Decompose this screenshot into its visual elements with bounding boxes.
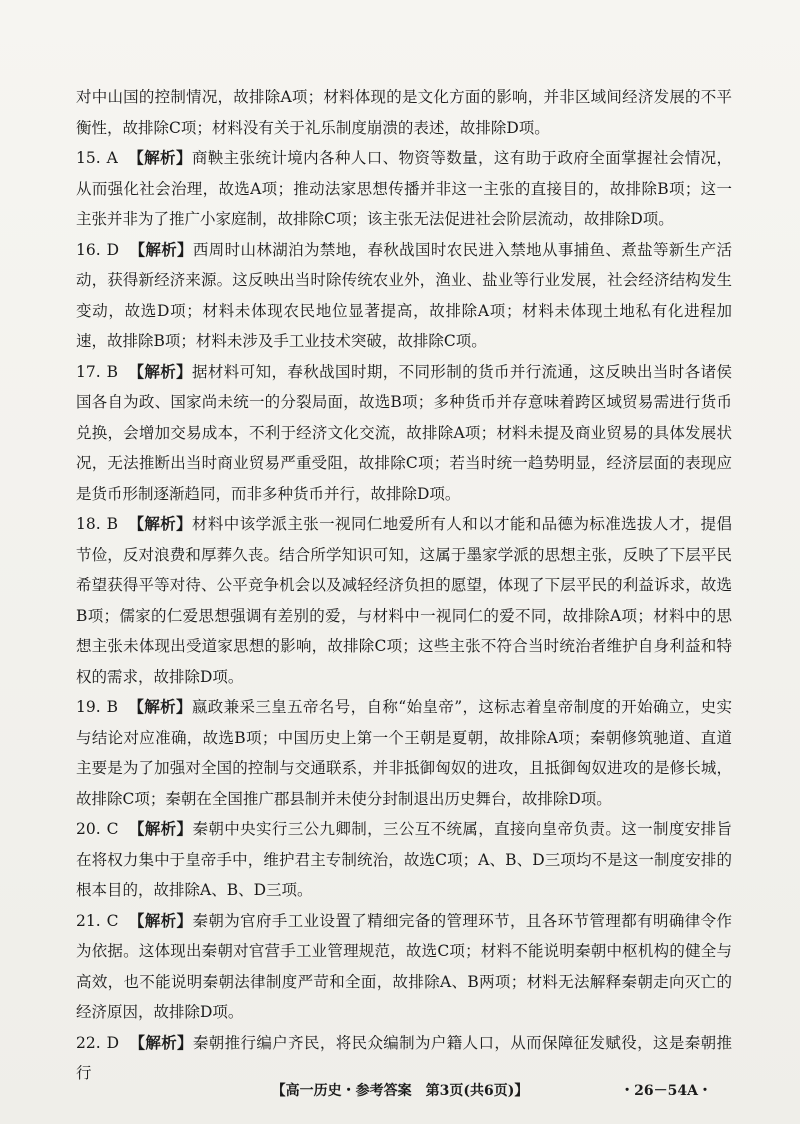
answer-letter: B	[106, 362, 119, 381]
answer-letter: C	[106, 820, 119, 838]
question-number: 19.	[76, 698, 101, 716]
answer-letter: D	[106, 1033, 120, 1052]
question-number: 16.	[76, 240, 101, 259]
answer-letter: B	[106, 698, 119, 716]
analysis-tag: 【解析】	[128, 697, 192, 716]
analysis-text: 秦朝为官府手工业设置了精细完备的管理环节，且各环节管理都有明确律令作为依据。这体现出秦朝对官营手工业管理规范，故选C项；材料不能说明秦朝中枢机构的健全与高效，也不能说明秦朝法律制度严苛和全面，故排除A、B两项；材料无法解释秦朝走向灭亡的经济原因，故排除D项。	[76, 911, 732, 1021]
answer-content	[76, 82, 732, 1089]
answer-item	[76, 509, 732, 692]
analysis-text: 商鞅主张统计境内各种人口、物资等数量，这有助于政府全面掌握社会情况，从而强化社会治理，故选A项；推动法家思想传播并非这一主张的直接目的，故排除B项；这一主张并非为了推广小家庭制，故排除C项；该主张无法促进社会阶层流动，故排除D项。	[76, 149, 732, 228]
answer-letter: C	[106, 911, 119, 930]
analysis-tag: 【解析】	[128, 819, 193, 838]
answer-item	[76, 692, 732, 814]
question-number: 21.	[76, 911, 101, 930]
analysis-text: 据材料可知，春秋战国时期，不同形制的货币并行流通，这反映出当时各诸侯国各自为政、国家尚未统一的分裂局面，故选B项；多种货币并存意味着跨区域贸易需进行货币兑换，会增加交易成本，不利于经济文化交流，故排除A项；材料未提及商业贸易的具体发展状况，无法推断出当时商业贸易严重受阻，故排除C项；若当时统一趋势明显，经济层面的表现应是货币形制逐渐趋同，而非多种货币并行，故排除D项。	[76, 362, 732, 503]
analysis-tag: 【解析】	[127, 148, 192, 167]
answer-item	[76, 814, 732, 906]
answer-letter: A	[106, 149, 118, 167]
footer-title: 【高一历史・参考答案 第3页(共6页)】	[271, 1083, 529, 1099]
question-number: 20.	[76, 820, 101, 838]
analysis-text: 秦朝推行编户齐民，将民众编制为户籍人口，从而保障征发赋役，这是秦朝推行	[76, 1033, 732, 1082]
analysis-tag: 【解析】	[128, 514, 193, 533]
answer-item	[76, 357, 732, 510]
analysis-text: 嬴政兼采三皇五帝名号，自称“始皇帝”，这标志着皇帝制度的开始确立，史实与结论对应准确，故选B项；中国历史上第一个王朝是夏朝，故排除A项；秦朝修筑驰道、直道主要是为了加强对全国的控制与交通联系，并非抵御匈奴的进攻，且抵御匈奴进攻的是修长城，故排除C项；秦朝在全国推广郡县制并未使分封制退出历史舞台，故排除D项。	[76, 698, 732, 808]
answer-item	[76, 143, 732, 235]
question-number: 15.	[76, 149, 101, 167]
answer-letter: B	[106, 515, 119, 533]
analysis-tag: 【解析】	[129, 239, 193, 259]
answer-item	[76, 235, 732, 357]
analysis-text: 秦朝中央实行三公九卿制，三公互不统属，直接向皇帝负责。这一制度安排旨在将权力集中于皇帝手中，维护君主专制统治，故选C项；A、B、D三项均不是这一制度安排的根本目的，故排除A、B、D三项。	[76, 820, 732, 899]
analysis-tag: 【解析】	[129, 1032, 193, 1052]
question-number: 22.	[76, 1033, 101, 1052]
question-number: 17.	[76, 362, 101, 381]
analysis-text: 西周时山林湖泊为禁地，春秋战国时农民进入禁地从事捕鱼、煮盐等新生产活动，获得新经济来源。这反映出当时除传统农业外，渔业、盐业等行业发展，社会经济结构发生变动，故选D项；材料未体现农民地位显著提高，故排除A项；材料未体现土地私有化进程加速，故排除B项；材料未涉及手工业技术突破，故排除C项。	[76, 240, 732, 350]
answer-item	[76, 906, 732, 1028]
analysis-text: 材料中该学派主张一视同仁地爱所有人和以才能和品德为标准选拔人才，提倡节俭，反对浪费和厚葬久丧。结合所学知识可知，这属于墨家学派的思想主张，反映了下层平民希望获得平等对待、公平竞争机会以及减轻经济负担的愿望，体现了下层平民的利益诉求，故选B项；儒家的仁爱思想强调有差别的爱，与材料中一视同仁的爱不同，故排除A项；材料中的思想主张未体现出受道家思想的影响，故排除C项；这些主张不符合当时统治者维护自身利益和特权的需求，故排除D项。	[76, 515, 732, 686]
page-footer	[0, 1080, 800, 1104]
analysis-tag: 【解析】	[128, 361, 193, 381]
answer-letter: D	[106, 240, 120, 259]
answer-list	[76, 143, 732, 1089]
footer-code: ・26－54A・	[620, 1083, 712, 1099]
question-number: 18.	[76, 515, 101, 533]
analysis-tag: 【解析】	[128, 910, 193, 930]
continued-explanation: 对中山国的控制情况，故排除A项；材料体现的是文化方面的影响，并非区域间经济发展的不平衡性，故排除C项；材料没有关于礼乐制度崩溃的表述，故排除D项。	[76, 88, 732, 137]
